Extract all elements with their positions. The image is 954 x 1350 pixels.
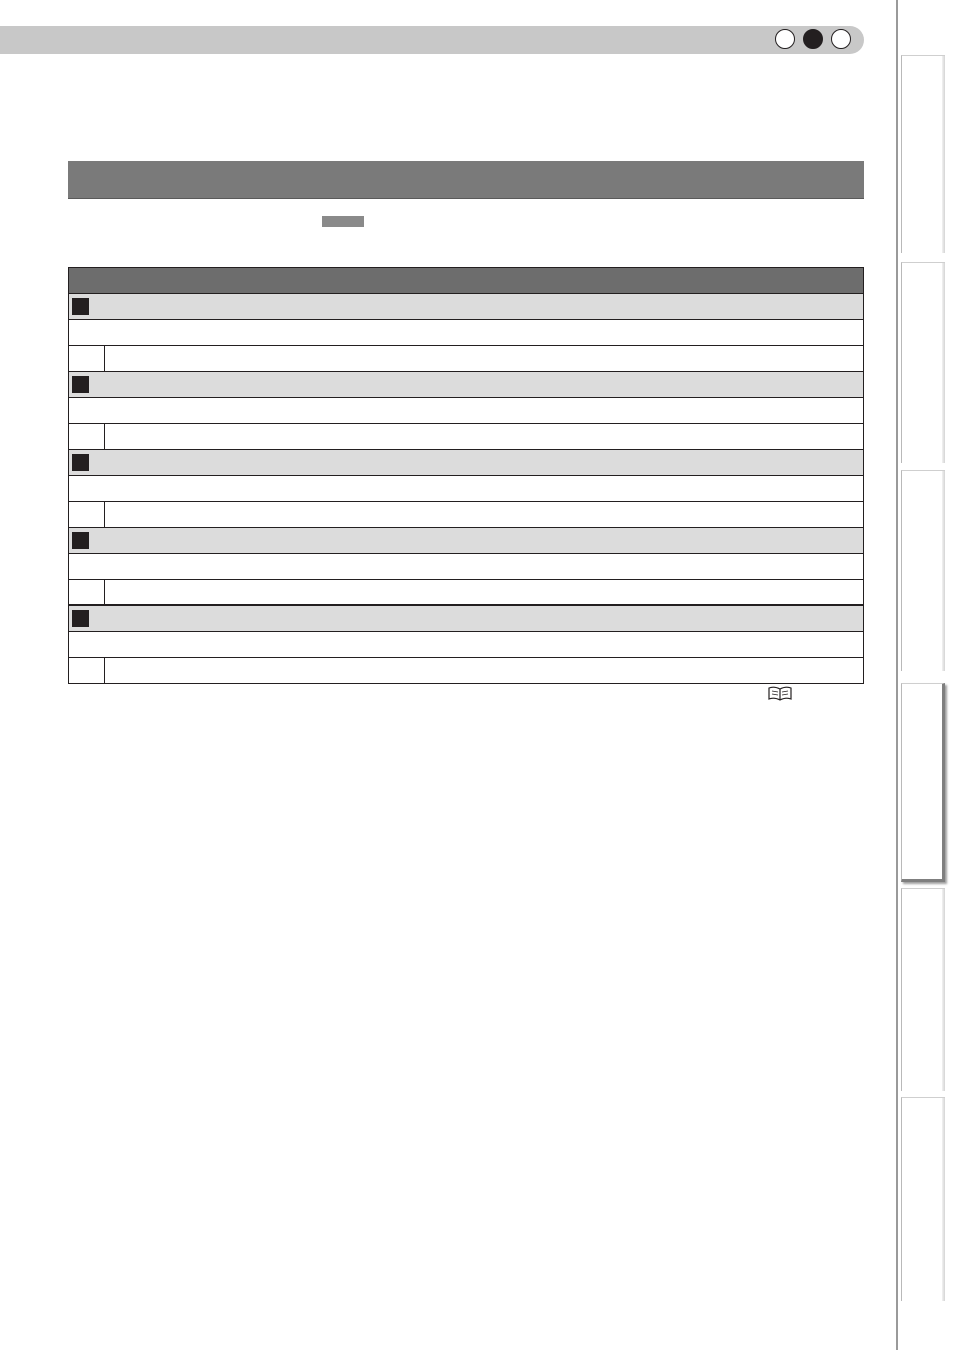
table-row (69, 346, 863, 372)
table-section-heading (69, 294, 863, 320)
page-indicator-dot-empty (831, 29, 851, 49)
table-section-heading (69, 606, 863, 632)
section-title-bar (68, 161, 864, 199)
square-bullet-icon (72, 532, 89, 549)
table-row (69, 658, 863, 684)
book-reference-icon (767, 685, 793, 701)
table-row (69, 398, 863, 424)
chapter-tab-2[interactable] (901, 262, 945, 463)
chapter-tab-6[interactable] (901, 1097, 945, 1301)
chapter-tab-4-active[interactable] (901, 683, 945, 882)
table-header (69, 267, 863, 294)
table-row (69, 476, 863, 502)
table-section-heading (69, 372, 863, 398)
margin-rule (896, 0, 898, 1350)
table-row (69, 632, 863, 658)
table-row (69, 580, 863, 606)
table-row (69, 424, 863, 450)
highlight-chip (322, 216, 364, 227)
chapter-tab-5[interactable] (901, 888, 945, 1091)
page-indicator-dot-filled (803, 29, 823, 49)
settings-table (68, 267, 864, 684)
chapter-tab-1[interactable] (901, 55, 945, 253)
table-section-heading (69, 450, 863, 476)
table-row (69, 320, 863, 346)
chapter-tab-3[interactable] (901, 470, 945, 671)
page-indicator-dot-empty (775, 29, 795, 49)
table-row (69, 502, 863, 528)
square-bullet-icon (72, 454, 89, 471)
square-bullet-icon (72, 298, 89, 315)
table-section-heading (69, 528, 863, 554)
header-bar (0, 26, 864, 54)
table-row (69, 554, 863, 580)
square-bullet-icon (72, 376, 89, 393)
square-bullet-icon (72, 610, 89, 627)
